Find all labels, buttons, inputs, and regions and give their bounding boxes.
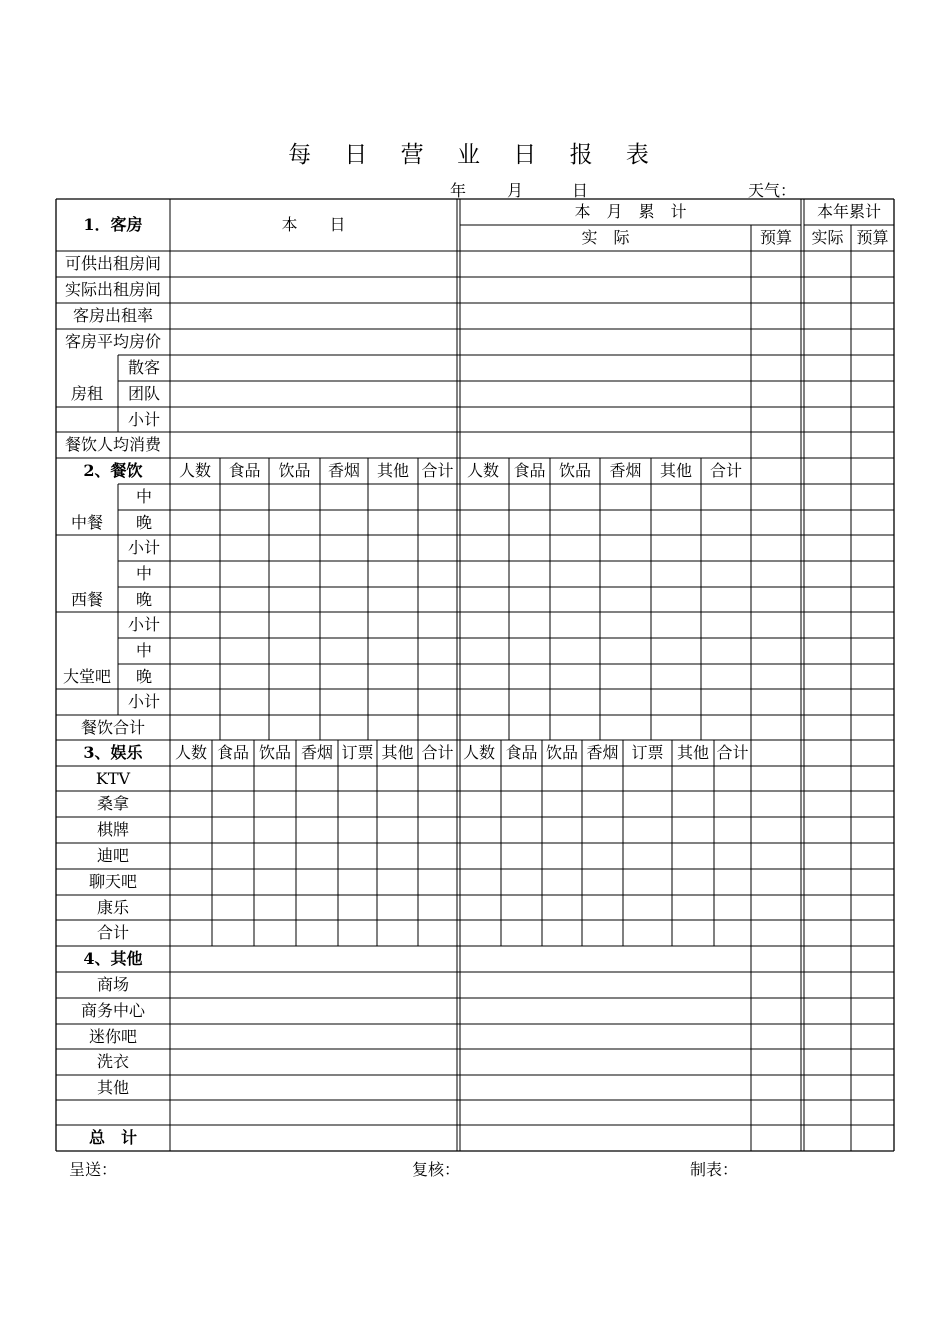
- ent-column-today: 饮品: [258, 743, 291, 762]
- header-year-budget: 预算: [856, 228, 889, 247]
- ent-row-label: 迪吧: [96, 846, 129, 865]
- ent-row-label: 棋牌: [96, 820, 129, 839]
- rooms-avg-rate-label: 客房平均房价: [64, 332, 161, 351]
- rent-item-label: 散客: [127, 358, 160, 377]
- other-row-label: 洗衣: [96, 1052, 129, 1071]
- ent-row-label: 聊天吧: [88, 872, 137, 891]
- rooms-rent-group-label: 房租: [70, 383, 103, 403]
- ent-column-month: 饮品: [545, 743, 578, 762]
- report-title: 每 日 营 业 日 报 表: [288, 142, 662, 168]
- footer-reviewer-label: 复核：: [412, 1160, 461, 1179]
- other-row-label: [56, 1100, 170, 1125]
- date-year-label: 年: [450, 181, 467, 200]
- ent-row-label: 康乐: [96, 897, 129, 917]
- rent-item-label: 小计: [127, 409, 160, 429]
- fnb-subrow-label: 中: [135, 564, 152, 583]
- fnb-column-month: 合计: [709, 461, 742, 480]
- ent-column-today: 合计: [421, 743, 454, 762]
- other-section-heading: 4、其他: [83, 949, 143, 968]
- rooms-available-label: 可供出租房间: [64, 254, 161, 273]
- fnb-subrow-label: 晚: [135, 512, 152, 532]
- ent-column-month: 其他: [676, 743, 709, 762]
- fnb-column-month: 人数: [466, 461, 499, 480]
- fnb-column-month: 香烟: [609, 461, 642, 480]
- ent-column-today: 香烟: [300, 743, 333, 762]
- ent-column-month: 食品: [505, 743, 538, 762]
- header-month-total: 本 月 累 计: [574, 202, 687, 221]
- rent-item-label: 团队: [127, 384, 160, 403]
- fnb-subrow-label: 中: [135, 641, 152, 660]
- ent-column-today: 订票: [341, 743, 374, 762]
- other-row-label: 迷你吧: [88, 1026, 137, 1046]
- fnb-column-today: 香烟: [327, 461, 360, 480]
- fnb-group-label: 大堂吧: [62, 666, 111, 686]
- other-row-label: 其他: [96, 1077, 129, 1097]
- footer-preparer-label: 制表：: [690, 1160, 739, 1179]
- fnb-column-today: 饮品: [278, 461, 311, 480]
- fnb-subrow-label: 小计: [127, 615, 160, 634]
- fnb-group-label: 西餐: [70, 589, 103, 609]
- fnb-subrow-label: 晚: [135, 666, 152, 686]
- rooms-fb-avg-label: 餐饮人均消费: [64, 435, 161, 454]
- other-row-label: 商场: [96, 975, 129, 994]
- date-month-label: 月: [507, 181, 524, 200]
- ent-row-label: KTV: [95, 768, 131, 788]
- fnb-section-heading: 2、餐饮: [83, 461, 143, 480]
- header-today: 本 日: [281, 215, 346, 234]
- rooms-occupancy-label: 客房出租率: [72, 306, 153, 325]
- header-month-budget: 预算: [759, 228, 792, 247]
- ent-column-month: 人数: [462, 743, 495, 762]
- ent-section-heading: 3、娱乐: [83, 743, 143, 762]
- fnb-column-month: 饮品: [558, 461, 591, 480]
- fnb-total-label: 餐饮合计: [80, 717, 145, 737]
- ent-column-today: 食品: [216, 743, 249, 762]
- date-day-label: 日: [572, 181, 589, 200]
- rooms-section-heading: 1．客房: [83, 215, 143, 234]
- header-month-actual: 实 际: [581, 228, 630, 247]
- fnb-subrow-label: 小计: [127, 538, 160, 557]
- fnb-column-today: 人数: [178, 461, 211, 480]
- weather-label: 天气：: [748, 181, 797, 200]
- ent-row-label: 桑拿: [96, 794, 129, 813]
- ent-column-month: 香烟: [586, 743, 619, 762]
- other-row-label: 商务中心: [80, 1001, 145, 1020]
- ent-column-today: 其他: [381, 743, 414, 762]
- footer-sender-label: 呈送：: [69, 1160, 118, 1179]
- ent-column-month: 合计: [716, 743, 749, 762]
- fnb-column-today: 其他: [376, 461, 409, 480]
- fnb-subrow-label: 中: [135, 487, 152, 506]
- fnb-column-month: 其他: [659, 461, 692, 480]
- header-year-actual: 实际: [811, 228, 844, 247]
- grand-total-label: 总 计: [88, 1128, 137, 1147]
- fnb-subrow-label: 晚: [135, 589, 152, 609]
- header-year-total: 本年累计: [816, 202, 881, 221]
- rooms-rented-label: 实际出租房间: [64, 280, 161, 299]
- fnb-column-month: 食品: [513, 461, 546, 480]
- fnb-column-today: 食品: [228, 461, 261, 480]
- ent-row-label: 合计: [96, 923, 129, 942]
- ent-column-month: 订票: [631, 743, 664, 762]
- fnb-group-label: 中餐: [70, 512, 103, 532]
- fnb-subrow-label: 小计: [127, 692, 160, 711]
- ent-column-today: 人数: [174, 743, 207, 762]
- fnb-column-today: 合计: [421, 461, 454, 480]
